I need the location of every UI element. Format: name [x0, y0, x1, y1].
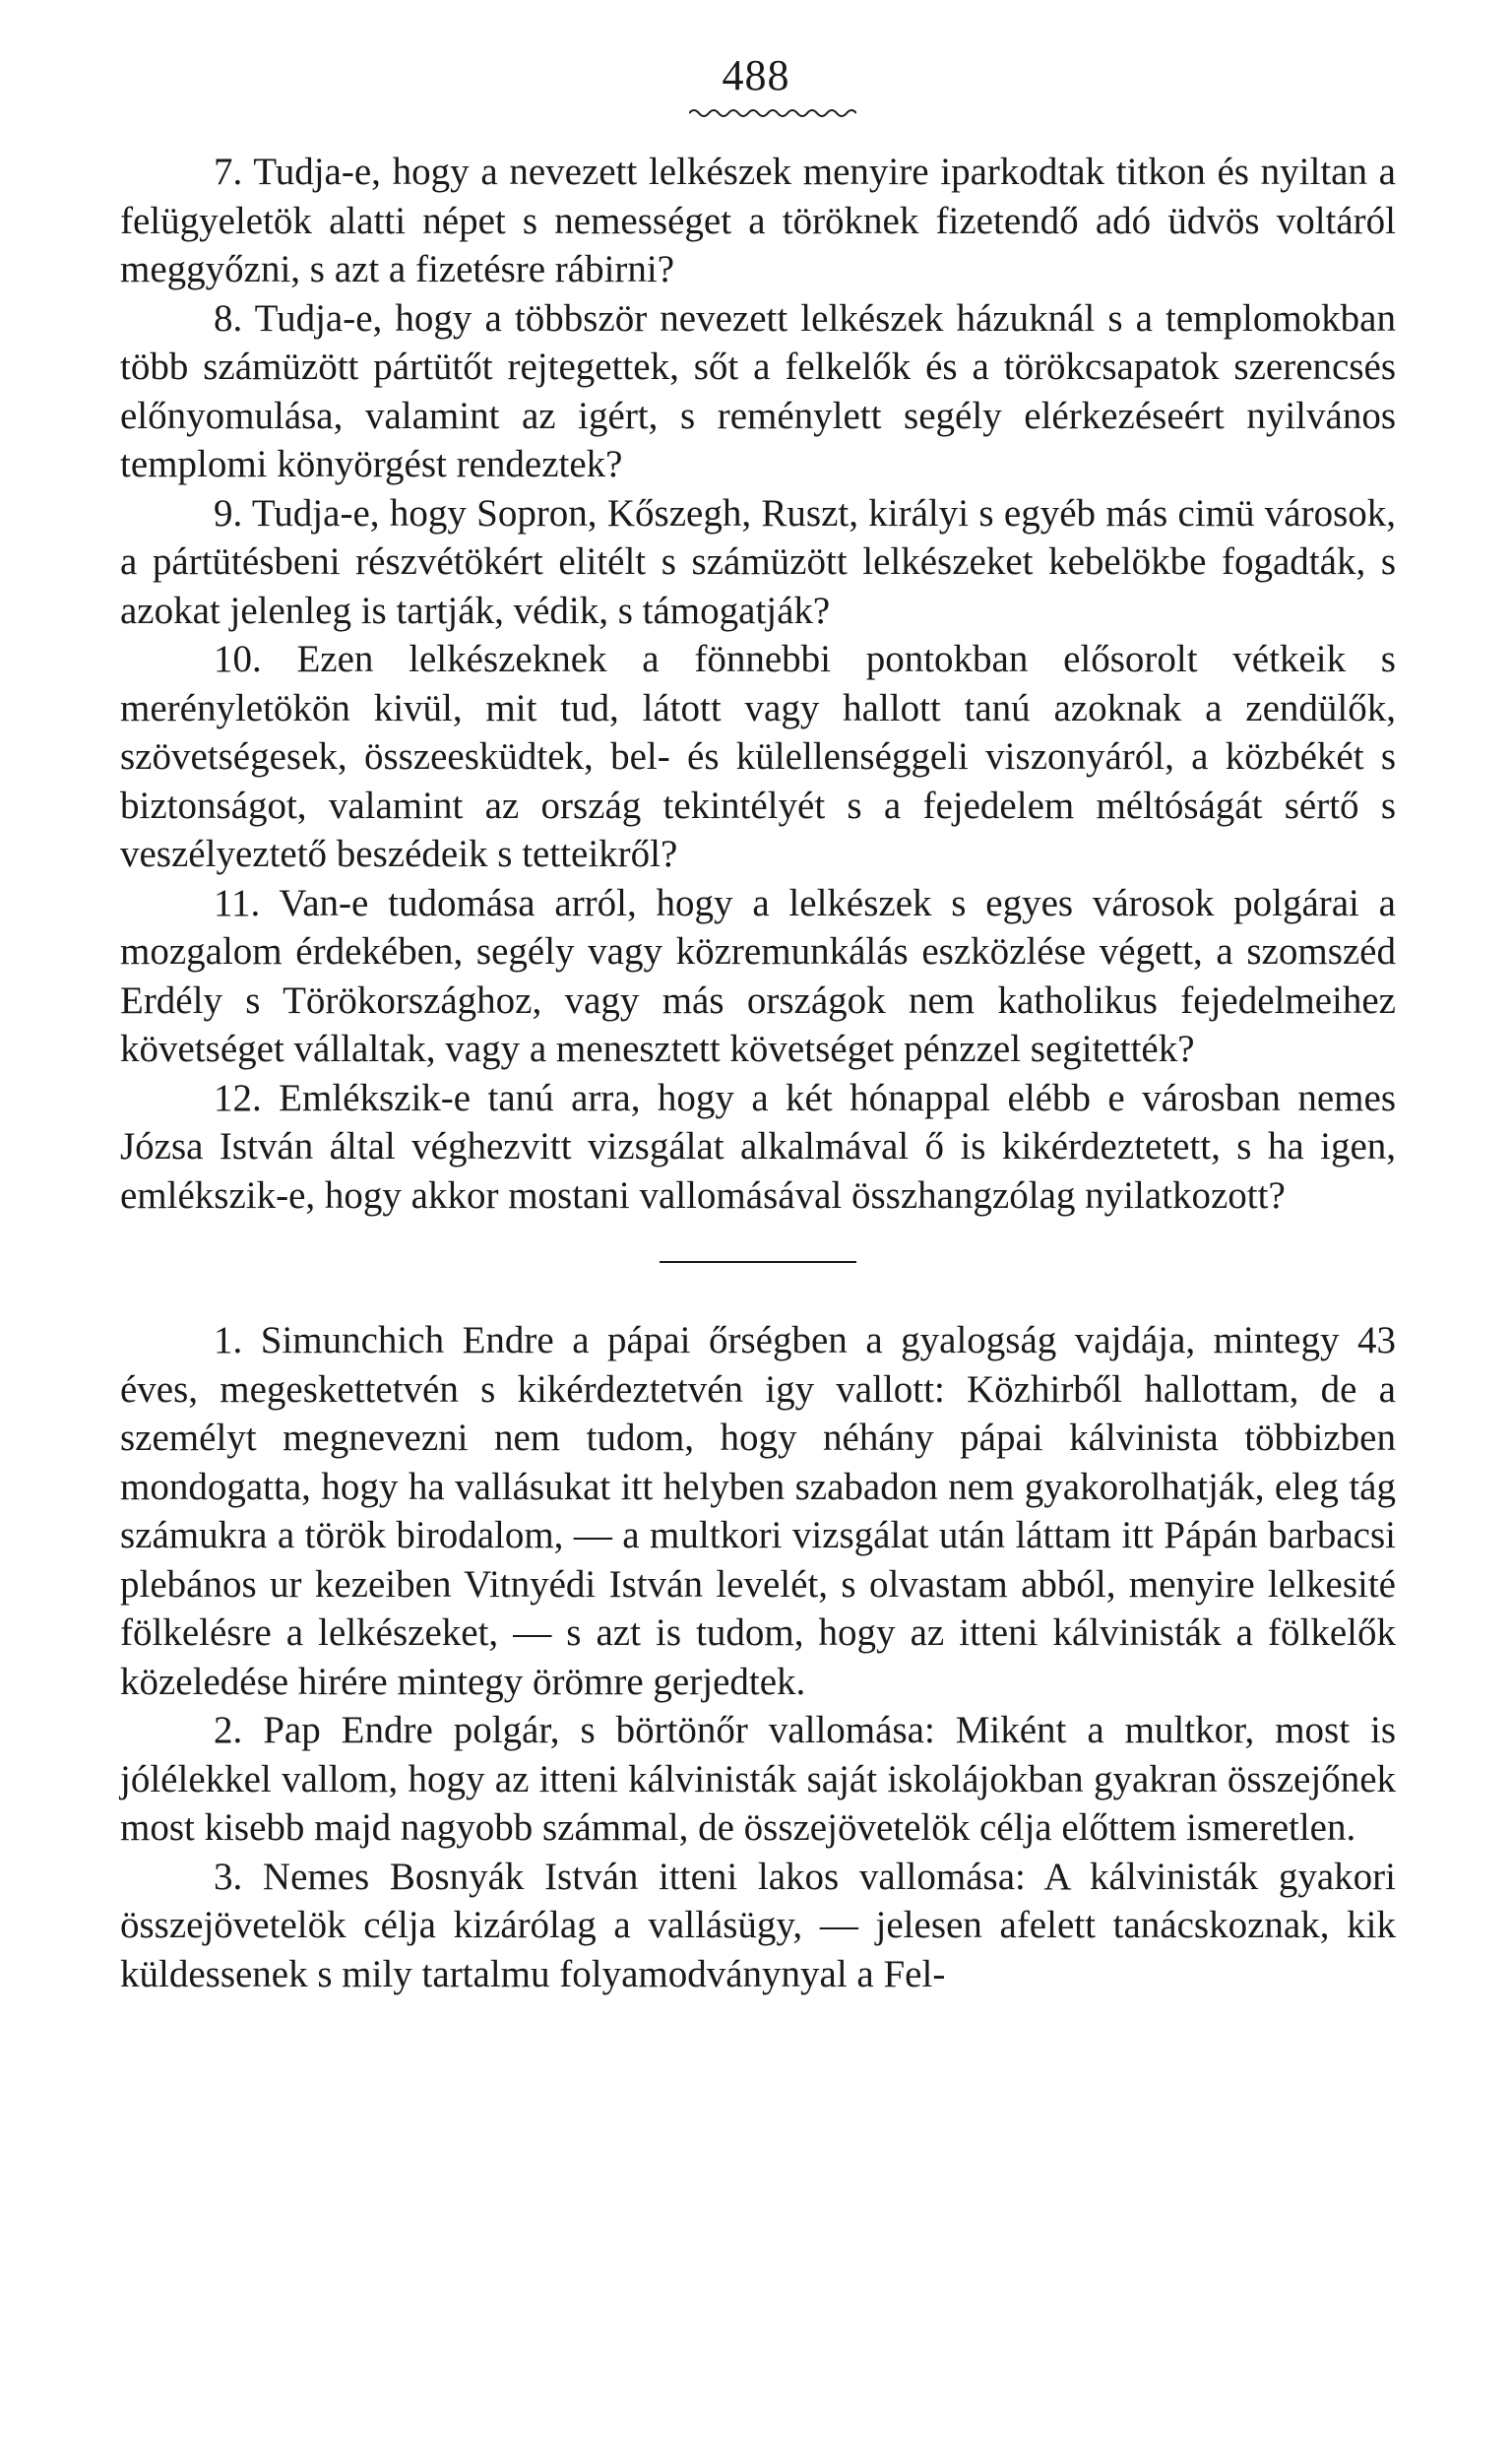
testimony-3: 3. Nemes Bosnyák István itteni lakos vallomása: A kálvinisták gyakori összejövetelök célja kizárólag a vallásügy, — jelesen afelett tanácskoznak, kik küldessenek s mily tartalmu folyamodványnyal a Fel- — [120, 1855, 1396, 1995]
question-10: 10. Ezen lelkészeknek a fönnebbi pontokban elősorolt vétkeik s merényletökön kivül, mit tud, látott vagy hallott tanú azoknak a zendülők, szövetségesek, összeesküdtek, bel- és külellenséggeli viszonyáról, a közbékét s biztonságot, valamint az ország tekintélyét s a fejedelem méltóságát sértő s veszélyeztető beszédeik s tetteikről? — [120, 638, 1396, 875]
question-12: 12. Emlékszik-e tanú arra, hogy a két hónappal elébb e városban nemes Józsa István által véghezvitt vizsgálat alkalmával ő is kikérdeztetett, s ha igen, emlékszik-e, hogy akkor mostani vallomásával összhangzólag nyilatkozott? — [120, 1076, 1396, 1217]
question-8: 8. Tudja-e, hogy a többször nevezett lelkészek házuknál s a templomokban több számüzött pártütőt rejtegettek, sőt a felkelők és a törökcsapatok szerencsés előnyomulása, valamint az igért, s reménylett segély elérkezéseért nyilvános templomi könyörgést rendeztek? — [120, 296, 1396, 485]
page-number-ornament — [689, 106, 856, 120]
main-text — [120, 148, 1396, 1998]
question-9: 9. Tudja-e, hogy Sopron, Kőszegh, Ruszt, királyi s egyéb más cimü városok, a pártütésbeni részvétökért elitélt s számüzött lelkészeket kebelökbe fogadták, s azokat jelenleg is tartják, védik, s támogatják? — [120, 491, 1396, 632]
testimony-1: 1. Simunchich Endre a pápai őrségben a gyalogság vajdája, mintegy 43 éves, megeskettetvén s kikérdeztetvén igy vallott: Közhirből hallottam, de a személyt megnevezni nem tudom, hogy néhány pápai kálvinista többizben mondogatta, hogy ha vallásukat itt helyben szabadon nem gyakorolhatják, eleg tág számukra a török birodalom, — a multkori vizsgálat után láttam itt Pápán barbacsi plebános ur kezeiben Vitnyédi István levelét, s olvastam abból, menyire lelkesité fölkelésre a lelkészeket, — s azt is tudom, hogy az itteni kálvinisták a fölkelők közeledése hirére mintegy örömre gerjedtek. — [120, 1319, 1396, 1703]
page-number: 488 — [722, 51, 790, 99]
section-divider — [120, 1253, 1396, 1273]
question-7: 7. Tudja-e, hogy a nevezett lelkészek menyire iparkodtak titkon és nyiltan a felügyeletök alatti népet s nemességet a töröknek fizetendő adó üdvös voltáról meggyőzni, s azt a fizetésre rábirni? — [120, 151, 1396, 290]
testimony-2: 2. Pap Endre polgár, s börtönőr vallomása: Miként a multkor, most is jólélekkel vallom, hogy az itteni kálvinisták saját iskolájokban gyakran összejőnek most kisebb majd nagyobb számmal, de összejövetelök célja előttem ismeretlen. — [120, 1709, 1396, 1849]
question-11: 11. Van-e tudomása arról, hogy a lelkészek s egyes városok polgárai a mozgalom érdekében, segély vagy közremunkálás eszközlése végett, a szomszéd Erdély s Törökországhoz, vagy más országok nem katholikus fejedelmeihez követséget vállaltak, vagy a menesztett követséget pénzzel segitették? — [120, 881, 1396, 1070]
